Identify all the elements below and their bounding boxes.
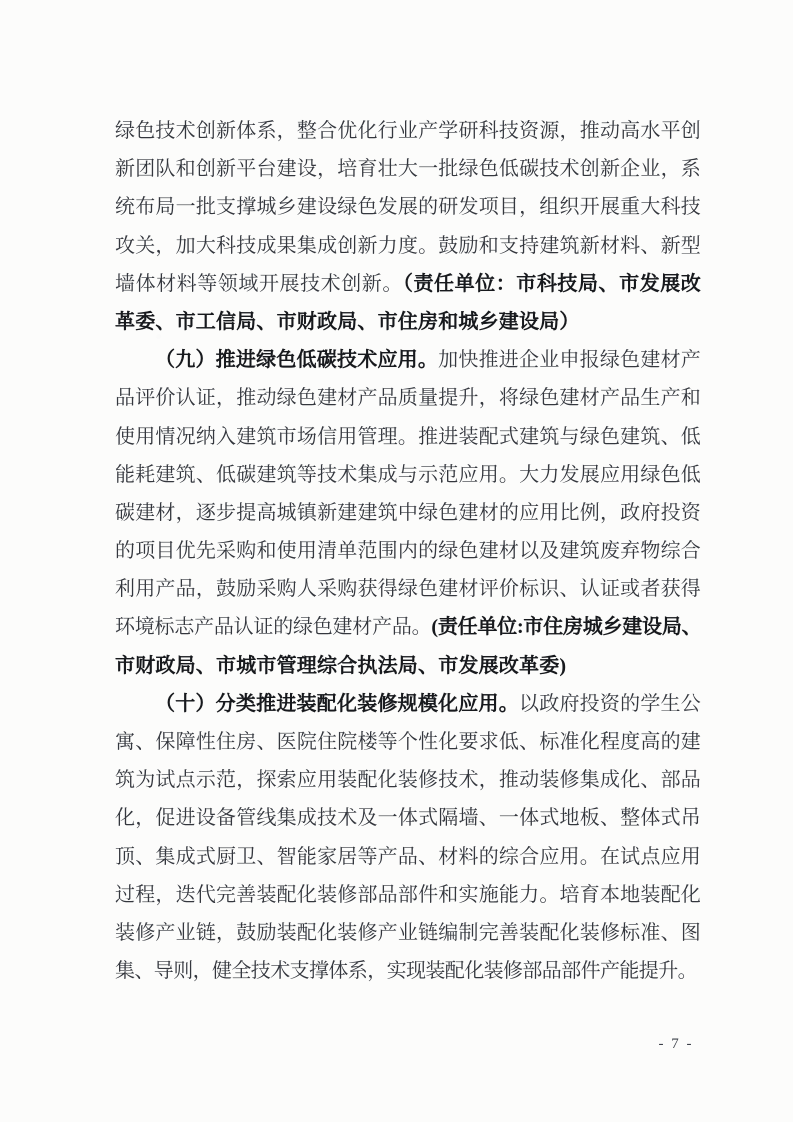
body-text: 品评价认证，推动绿色建材产品质量提升，将绿色建材产品生产和 <box>115 387 701 410</box>
emphasis-text: 革委、市工信局、市财政局、市住房和城乡建设局） <box>115 310 580 333</box>
body-text: 能耗建筑、低碳建筑等技术集成与示范应用。大力发展应用绿色低 <box>115 463 701 486</box>
body-text: 环境标志产品认证的绿色建材产品。 <box>115 616 432 639</box>
text-line <box>115 532 701 570</box>
body-text: 利用产品，鼓励采购人采购获得绿色建材评价标识、认证或者获得 <box>115 578 701 601</box>
body-text: 统布局一批支撑城乡建设绿色发展的研发项目，组织开展重大科技 <box>115 196 701 219</box>
body-text: 集、导则，健全技术支撑体系，实现装配化装修部品部件产能提升。 <box>115 960 697 983</box>
text-line <box>115 188 701 226</box>
text-line <box>115 876 701 914</box>
body-text: 加快推进企业申报绿色建材产 <box>438 349 701 372</box>
body-text: 碳建材，逐步提高城镇新建建筑中绿色建材的应用比例，政府投资 <box>115 501 701 524</box>
text-line <box>115 494 701 532</box>
emphasis-text: 市财政局、市城市管理综合执法局、市发展改革委) <box>115 654 567 677</box>
text-line <box>115 265 701 303</box>
text-line <box>115 647 701 685</box>
emphasis-text: （责任单位：市科技局、市发展改 <box>402 272 701 295</box>
body-text: 装修产业链，鼓励装配化装修产业链编制完善装配化装修标准、图 <box>115 921 701 944</box>
text-line <box>115 150 701 188</box>
body-text: 化，促进设备管线集成技术及一体式隔墙、一体式地板、整体式吊 <box>115 807 701 830</box>
text-line <box>115 379 701 417</box>
body-text: 顶、集成式厨卫、智能家居等产品、材料的综合应用。在试点应用 <box>115 845 701 868</box>
text-line <box>115 303 701 341</box>
text-line <box>115 685 701 723</box>
text-line <box>115 456 701 494</box>
text-line <box>115 723 701 761</box>
body-text: 以政府投资的学生公 <box>519 692 701 715</box>
text-line <box>115 341 701 379</box>
text-line <box>115 608 701 646</box>
text-line <box>115 227 701 265</box>
text-line <box>115 112 701 150</box>
body-text: 筑为试点示范，探索应用装配化装修技术，推动装修集成化、部品 <box>115 769 701 792</box>
text-line <box>115 761 701 799</box>
document-body <box>115 112 701 990</box>
text-line <box>115 570 701 608</box>
paragraph-item-10 <box>115 685 701 991</box>
body-text: 绿色技术创新体系，整合优化行业产学研科技资源，推动高水平创 <box>115 120 701 142</box>
page-number: - 7 - <box>658 1036 694 1052</box>
paragraph-item-9 <box>115 341 701 685</box>
body-text: 使用情况纳入建筑市场信用管理。推进装配式建筑与绿色建筑、低 <box>115 425 701 448</box>
emphasis-text: （十）分类推进装配化装修规模化应用。 <box>155 692 519 715</box>
text-line <box>115 418 701 456</box>
body-text: 过程，迭代完善装配化装修部品部件和实施能力。培育本地装配化 <box>115 883 701 906</box>
body-text: 攻关，加大科技成果集成创新力度。鼓励和支持建筑新材料、新型 <box>115 234 701 257</box>
text-line <box>115 799 701 837</box>
body-text: 寓、保障性住房、医院住院楼等个性化要求低、标准化程度高的建 <box>115 731 701 753</box>
text-line <box>115 838 701 876</box>
emphasis-text: (责任单位:市住房城乡建设局、 <box>431 616 701 639</box>
body-text: 的项目优先采购和使用清单范围内的绿色建材以及建筑废弃物综合 <box>115 540 701 563</box>
body-text: 新团队和创新平台建设，培育壮大一批绿色低碳技术创新企业，系 <box>115 158 701 181</box>
paragraph-continuation <box>115 112 701 341</box>
text-line <box>115 914 701 952</box>
text-line <box>115 952 701 990</box>
body-text: 墙体材料等领域开展技术创新。 <box>115 272 403 295</box>
emphasis-text: （九）推进绿色低碳技术应用。 <box>155 349 439 372</box>
